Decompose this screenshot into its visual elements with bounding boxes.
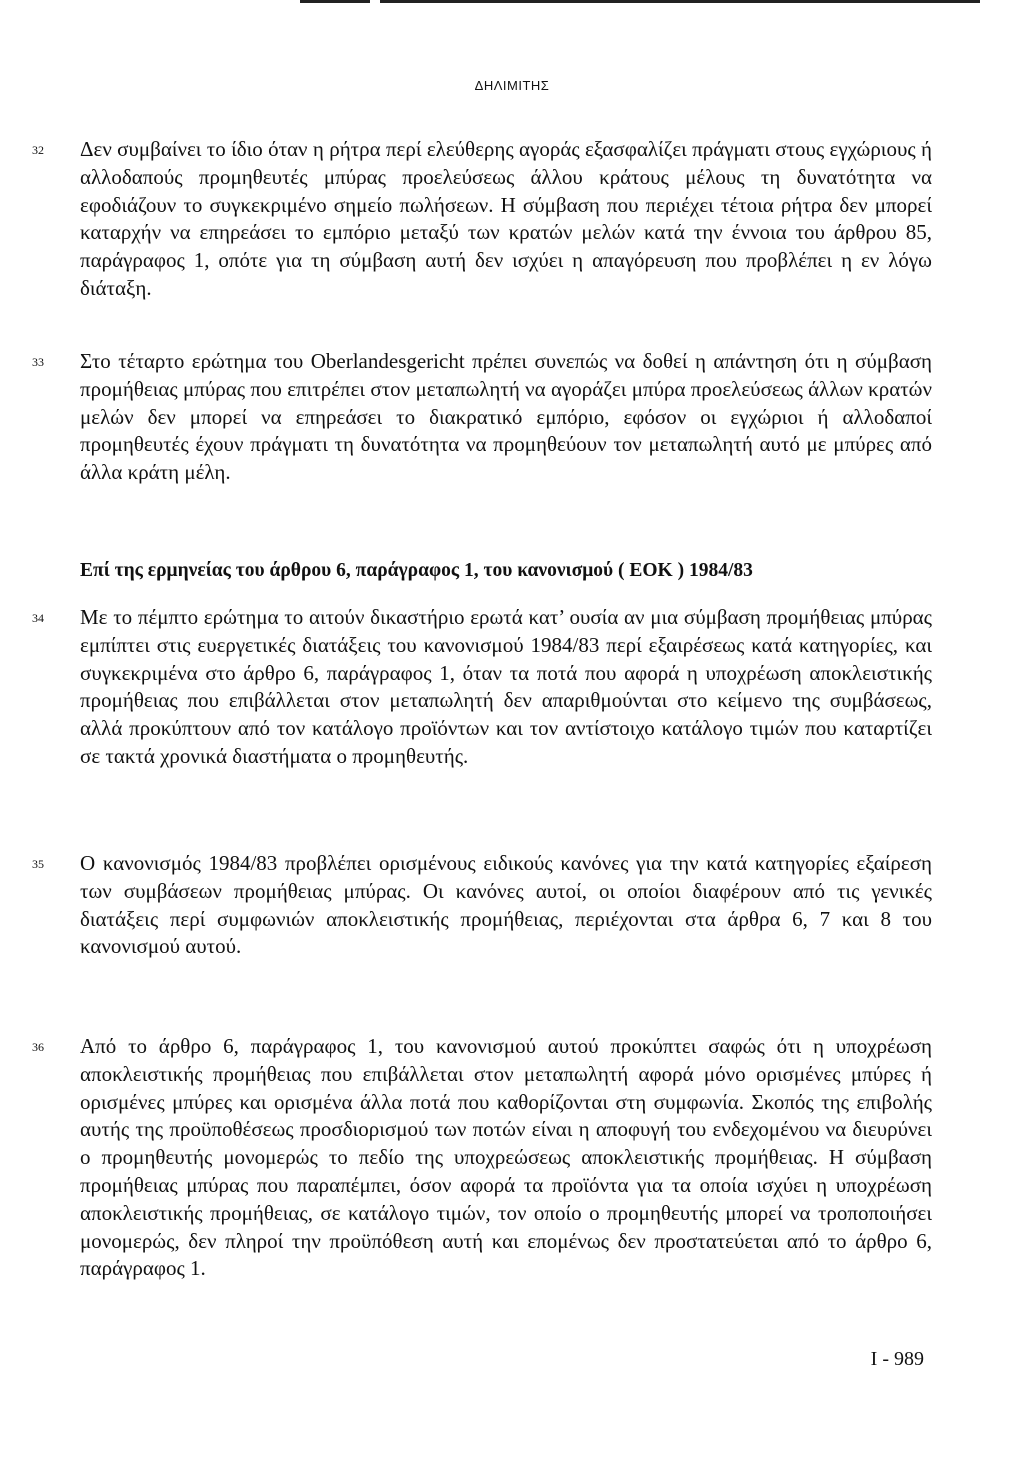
paragraph-number: 34 <box>32 611 44 625</box>
paragraph-text: Από το άρθρο 6, παράγραφος 1, του κανονισμού αυτού προκύπτει σαφώς ότι η υποχρέωση αποκλειστικής προμήθειας που επιβάλλεται στον μεταπωλητή αφορά μόνο ορισμένες μπύρες ή ορισμένες μπύρες και ορισμένα άλλα ποτά που καθορίζονται στη συμφωνία. Σκοπός της επιβολής αυτής της προϋποθέσεως προσδιορισμού των ποτών είναι η αποφυγή του ενδεχομένου να διευρύνει ο προμηθευτής μονομερώς το πεδίο της υποχρεώσεως αποκλειστικής προμήθειας. Η σύμβαση προμήθειας μπύρας που παραπέμπει, όσον αφορά τα προϊόντα για τα οποία ισχύει η υποχρέωση αποκλειστικής προμήθειας, σε κατάλογο τιμών, τον οποίο ο προμηθευτής μπορεί να τροποποιήσει μονομερώς, δεν πληροί την προϋπόθεση αυτή και επομένως δεν προστατεύεται από το άρθρο 6, παράγραφος 1. <box>80 1034 932 1281</box>
paragraph-text: Με το πέμπτο ερώτημα το αιτούν δικαστήριο ερωτά κατ’ ουσία αν μια σύμβαση προμήθειας μπύρας εμπίπτει στις ευεργετικές διατάξεις του κανονισμού 1984/83 περί εξαιρέσεως κατά κατηγορίες, και συγκεκριμένα στο άρθρο 6, παράγραφος 1, όταν τα ποτά που αφορά η υποχρέωση αποκλειστικής προμήθειας που επιβάλλεται στον μεταπωλητή δεν απαριθμούνται στο κείμενο της συμβάσεως, αλλά προκύπτουν από τον κατάλογο προϊόντων και τον αντίστοιχο κατάλογο τιμών που καταρτίζει σε τακτά χρονικά διαστήματα ο προμηθευτής. <box>80 605 932 768</box>
page-number: I - 989 <box>870 1348 924 1370</box>
paragraph-number: 33 <box>32 355 44 369</box>
paragraph-number: 36 <box>32 1040 44 1054</box>
paragraph-text: Δεν συμβαίνει το ίδιο όταν η ρήτρα περί ελεύθερης αγοράς εξασφαλίζει πράγματι στους εγχώριους ή αλλοδαπούς προμηθευτές μπύρας προελεύσεως άλλου κράτους μέλους τη δυνατότητα να εφοδιάζουν το συγκεκριμένο σημείο πωλήσεων. Η σύμβαση που περιέχει τέτοια ρήτρα δεν μπορεί καταρχήν να επηρεάσει το εμπόριο μεταξύ των κρατών μελών κατά την έννοια του άρθρου 85, παράγραφος 1, οπότε για τη σύμβαση αυτή δεν ισχύει η απαγόρευση που προβλέπει η εν λόγω διάταξη. <box>80 137 932 300</box>
paragraph-32 <box>32 136 932 303</box>
paragraph-35 <box>32 850 932 961</box>
paragraph-number: 35 <box>32 857 44 871</box>
paragraph-36 <box>32 1033 932 1283</box>
top-edge-rule-left <box>300 0 370 3</box>
section-heading: Επί της ερμηνείας του άρθρου 6, παράγραφος 1, του κανονισμού ( ΕΟΚ ) 1984/83 <box>80 560 753 581</box>
running-head: ΔΗΛΙΜΙΤΗΣ <box>474 78 550 93</box>
paragraph-number: 32 <box>32 143 44 157</box>
paragraph-text: Ο κανονισμός 1984/83 προβλέπει ορισμένους ειδικούς κανόνες για την κατά κατηγορίες εξαίρεση των συμβάσεων προμήθειας μπύρας. Οι κανόνες αυτοί, οι οποίοι διαφέρουν από τις γενικές διατάξεις περί συμφωνιών αποκλειστικής προμήθειας, περιέχονται στα άρθρα 6, 7 και 8 του κανονισμού αυτού. <box>80 851 932 959</box>
top-edge-rule-right <box>380 0 980 3</box>
paragraph-34 <box>32 604 932 771</box>
paragraph-text: Στο τέταρτο ερώτημα του Oberlandesgericht πρέπει συνεπώς να δοθεί η απάντηση ότι η σύμβαση προμήθειας μπύρας που επιτρέπει στον μεταπωλητή να αγοράζει μπύρα προελεύσεως άλλων κρατών μελών δεν μπορεί να επηρεάσει το διακρατικό εμπόριο, εφόσον οι εγχώριοι ή αλλοδαποί προμηθευτές έχουν πράγματι τη δυνατότητα να προμηθεύουν τον μεταπωλητή αυτό με μπύρες από άλλα κράτη μέλη. <box>80 349 932 485</box>
paragraph-33 <box>32 348 932 487</box>
